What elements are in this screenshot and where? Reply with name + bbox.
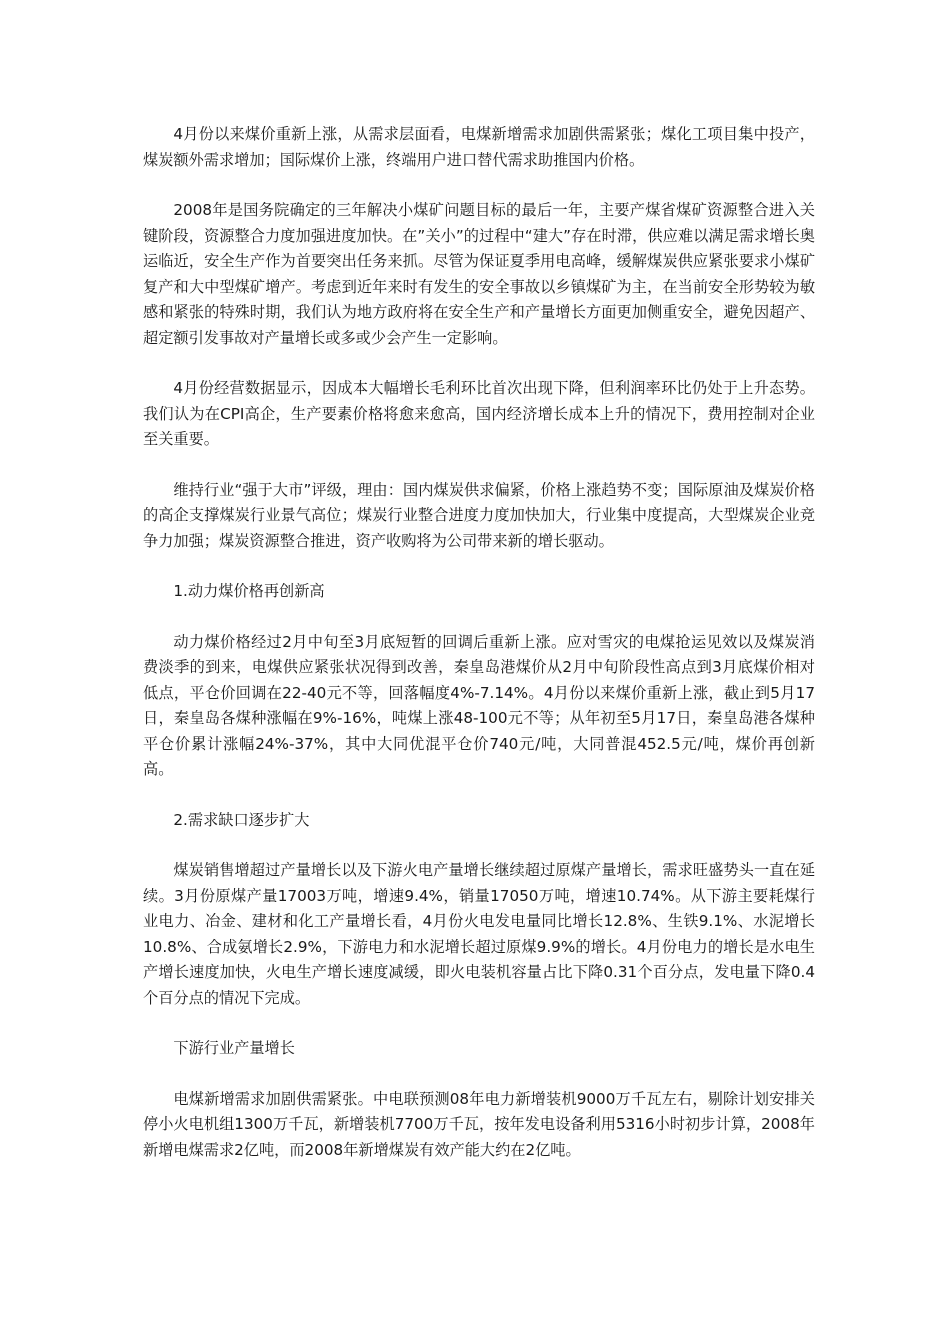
paragraph-small-mine-consolidation: 2008年是国务院确定的三年解决小煤矿问题目标的最后一年，主要产煤省煤矿资源整合进入关键阶段，资源整合力度加强进度加快。在”关小”的过程中“建大”存在时滞，供应难以满足需求增长奥运临近，安全生产作为首要突出任务来抓。尽管为保证夏季用电高峰，缓解煤炭供应紧张要求小煤矿复产和大中型煤矿增产。考虑到近年来时有发生的安全事故以乡镇煤矿为主，在当前安全形势较为敏感和紧张的特殊时期，我们认为地方政府将在安全生产和产量增长方面更加侧重安全，避免因超产、超定额引发事故对产量增长或多或少会产生一定影响。 [143, 201, 815, 347]
document-page [143, 122, 815, 1188]
paragraph-demand-gap: 煤炭销售增超过产量增长以及下游火电产量增长继续超过原煤产量增长，需求旺盛势头一直在延续。3月份原煤产量17003万吨，增速9.4%，销量17050万吨，增速10.74%。从下游主要耗煤行业电力、冶金、建材和化工产量增长看，4月份火电发电量同比增长12.8%、生铁9.1%、水泥增长10.8%、合成氨增长2.9%，下游电力和水泥增长超过原煤9.9%的增长。4月份电力的增长是水电生产增长速度加快，火电生产增长速度减缓，即火电装机容量占比下降0.31个百分点，发电量下降0.4个百分点的情况下完成。 [143, 861, 815, 1007]
section-heading-downstream-output: 下游行业产量增长 [173, 1039, 295, 1057]
paragraph-price-rise: 4月份以来煤价重新上涨，从需求层面看，电煤新增需求加剧供需紧张；煤化工项目集中投产，煤炭额外需求增加；国际煤价上涨，终端用户进口替代需求助推国内价格。 [143, 125, 815, 169]
section-heading-thermal-coal-price: 1.动力煤价格再创新高 [173, 582, 325, 600]
paragraph-power-coal-demand: 电煤新增需求加剧供需紧张。中电联预测08年电力新增装机9000万千瓦左右，剔除计划安排关停小火电机组1300万千瓦，新增装机7700万千瓦，按年发电设备利用5316小时初步计算，2008年新增电煤需求2亿吨，而2008年新增煤炭有效产能大约在2亿吨。 [143, 1089, 815, 1159]
paragraph-april-operations: 4月份经营数据显示，因成本大幅增长毛利环比首次出现下降，但利润率环比仍处于上升态势。我们认为在CPI高企，生产要素价格将愈来愈高，国内经济增长成本上升的情况下，费用控制对企业至关重要。 [143, 379, 815, 448]
paragraph-industry-rating: 维持行业“强于大市”评级，理由：国内煤炭供求偏紧，价格上涨趋势不变；国际原油及煤炭价格的高企支撑煤炭行业景气高位；煤炭行业整合进度力度加快加大，行业集中度提高，大型煤炭企业竞争力加强；煤炭资源整合推进，资产收购将为公司带来新的增长驱动。 [143, 480, 815, 550]
paragraph-thermal-coal-price: 动力煤价格经过2月中旬至3月底短暂的回调后重新上涨。应对雪灾的电煤抢运见效以及煤炭消费淡季的到来，电煤供应紧张状况得到改善，秦皇岛港煤价从2月中旬阶段性高点到3月底煤价相对低点，平仓价回调在22-40元不等，回落幅度4%-7.14%。4月份以来煤价重新上涨，截止到5月17日，秦皇岛各煤种涨幅在9%-16%，吨煤上涨48-100元不等；从年初至5月17日，秦皇岛港各煤种平仓价累计涨幅24%-37%，其中大同优混平仓价740元/吨，大同普混452.5元/吨，煤价再创新高。 [143, 632, 815, 778]
section-heading-demand-gap: 2.需求缺口逐步扩大 [173, 810, 310, 829]
